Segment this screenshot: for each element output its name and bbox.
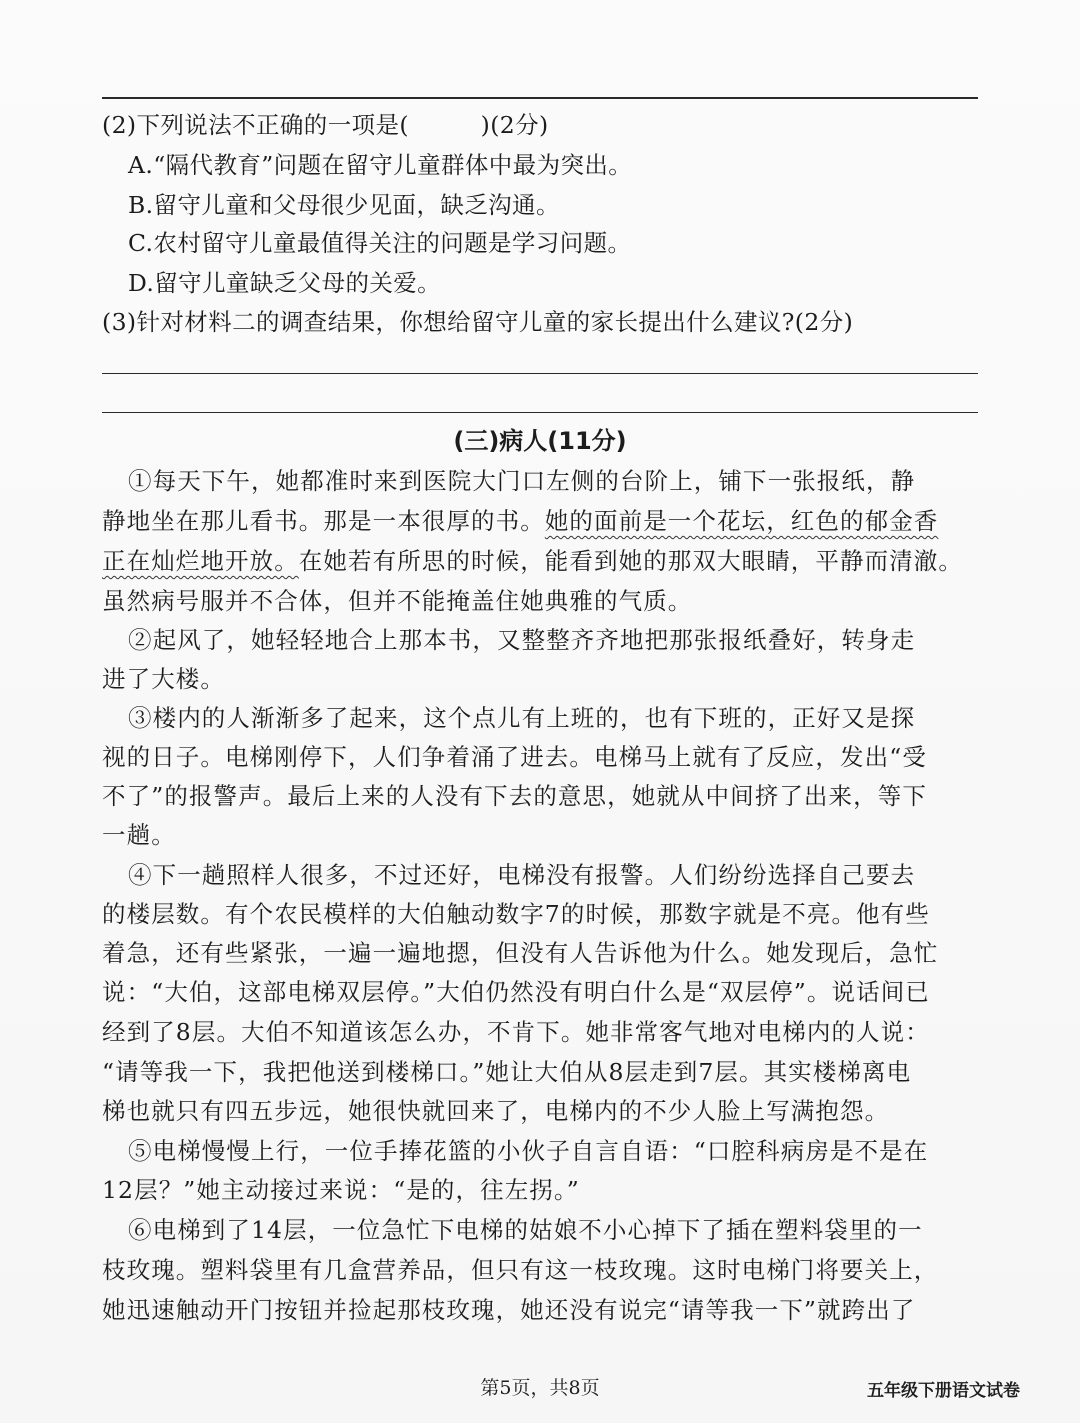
passage-p1-line-1: ①每天下午，她都准时来到医院大门口左侧的台阶上，铺下一张报纸，静 bbox=[128, 467, 916, 495]
passage-p3-line-4: 一趟。 bbox=[102, 821, 176, 849]
passage-p5-line-2: 12层？”她主动接过来说：“是的，往左拐。” bbox=[102, 1176, 580, 1204]
passage-p3-line-3: 不了”的报警声。最后上来的人没有下去的意思，她就从中间挤了出来，等下 bbox=[102, 782, 927, 810]
passage-p2-line-1: ②起风了，她轻轻地合上那本书，又整整齐齐地把那张报纸叠好，转身走 bbox=[128, 626, 916, 654]
exam-title: 五年级下册语文试卷 bbox=[867, 1381, 1020, 1401]
page-number: 第5页，共8页 bbox=[480, 1377, 600, 1399]
passage-p2-line-2: 进了大楼。 bbox=[102, 665, 225, 693]
passage-p4-line-3: 着急，还有些紧张，一遍一遍地摁，但没有人告诉他为什么。她发现后，急忙 bbox=[102, 939, 939, 967]
passage-p4-line-7: 梯也就只有四五步远，她很快就回来了，电梯内的不少人脸上写满抱怨。 bbox=[102, 1097, 890, 1125]
option-d: D.留守儿童缺乏父母的关爱。 bbox=[128, 269, 442, 297]
passage-p1-line-3 bbox=[102, 546, 978, 576]
answer-line-2 bbox=[102, 412, 978, 413]
passage-p1-line-2-text: 静地坐在那儿看书。那是一本很厚的书。 bbox=[102, 507, 545, 535]
passage-p4-line-2: 的楼层数。有个农民模样的大伯触动数字7的时候，那数字就是不亮。他有些 bbox=[102, 900, 930, 928]
passage-p4-line-6: “请等我一下，我把他送到楼梯口。”她让大伯从8层走到7层。其实楼梯离电 bbox=[102, 1058, 912, 1086]
option-a: A.“隔代教育”问题在留守儿童群体中最为突出。 bbox=[128, 151, 633, 179]
passage-p3-line-1: ③楼内的人渐渐多了起来，这个点儿有上班的，也有下班的，正好又是探 bbox=[128, 704, 916, 732]
answer-line-1 bbox=[102, 373, 978, 374]
passage-p4-line-1: ④下一趟照样人很多，不过还好，电梯没有报警。人们纷纷选择自己要去 bbox=[128, 861, 916, 889]
passage-p6-line-1: ⑥电梯到了14层，一位急忙下电梯的姑娘不小心掉下了插在塑料袋里的一 bbox=[128, 1216, 923, 1244]
underlined-sentence-part-2: 正在灿烂地开放。 bbox=[102, 547, 299, 575]
passage-p6-line-3: 她迅速触动开门按钮并捡起那枝玫瑰，她还没有说完“请等我一下”就跨出了 bbox=[102, 1296, 916, 1324]
passage-p1-line-4: 虽然病号服并不合体，但并不能掩盖住她典雅的气质。 bbox=[102, 587, 693, 615]
question-3-stem: (3)针对材料二的调查结果，你想给留守儿童的家长提出什么建议?(2分) bbox=[102, 308, 854, 336]
passage-p3-line-2: 视的日子。电梯刚停下，人们争着涌了进去。电梯马上就有了反应，发出“受 bbox=[102, 743, 927, 771]
underlined-sentence-part-1: 她的面前是一个花坛，红色的郁金香 bbox=[544, 507, 939, 535]
question-2-stem: (2)下列说法不正确的一项是( )(2分) bbox=[102, 111, 549, 139]
option-b: B.留守儿童和父母很少见面，缺乏沟通。 bbox=[128, 191, 560, 219]
top-divider bbox=[102, 97, 978, 99]
option-c: C.农村留守儿童最值得关注的问题是学习问题。 bbox=[128, 229, 632, 257]
passage-p5-line-1: ⑤电梯慢慢上行，一位手捧花篮的小伙子自言自语：“口腔科病房是不是在 bbox=[128, 1137, 929, 1165]
passage-p4-line-4: 说：“大伯，这部电梯双层停。”大伯仍然没有明白什么是“双层停”。说话间已 bbox=[102, 978, 930, 1006]
passage-p4-line-5: 经到了8层。大伯不知道该怎么办，不肯下。她非常客气地对电梯内的人说： bbox=[102, 1018, 930, 1046]
passage-p1-line-2 bbox=[102, 506, 978, 536]
passage-p1-line-3-text: 在她若有所思的时候，能看到她的那双大眼睛，平静而清澈。 bbox=[298, 547, 964, 575]
passage-p6-line-2: 枝玫瑰。塑料袋里有几盒营养品，但只有这一枝玫瑰。这时电梯门将要关上， bbox=[102, 1256, 939, 1284]
section-title: (三)病人(11分) bbox=[453, 427, 627, 455]
